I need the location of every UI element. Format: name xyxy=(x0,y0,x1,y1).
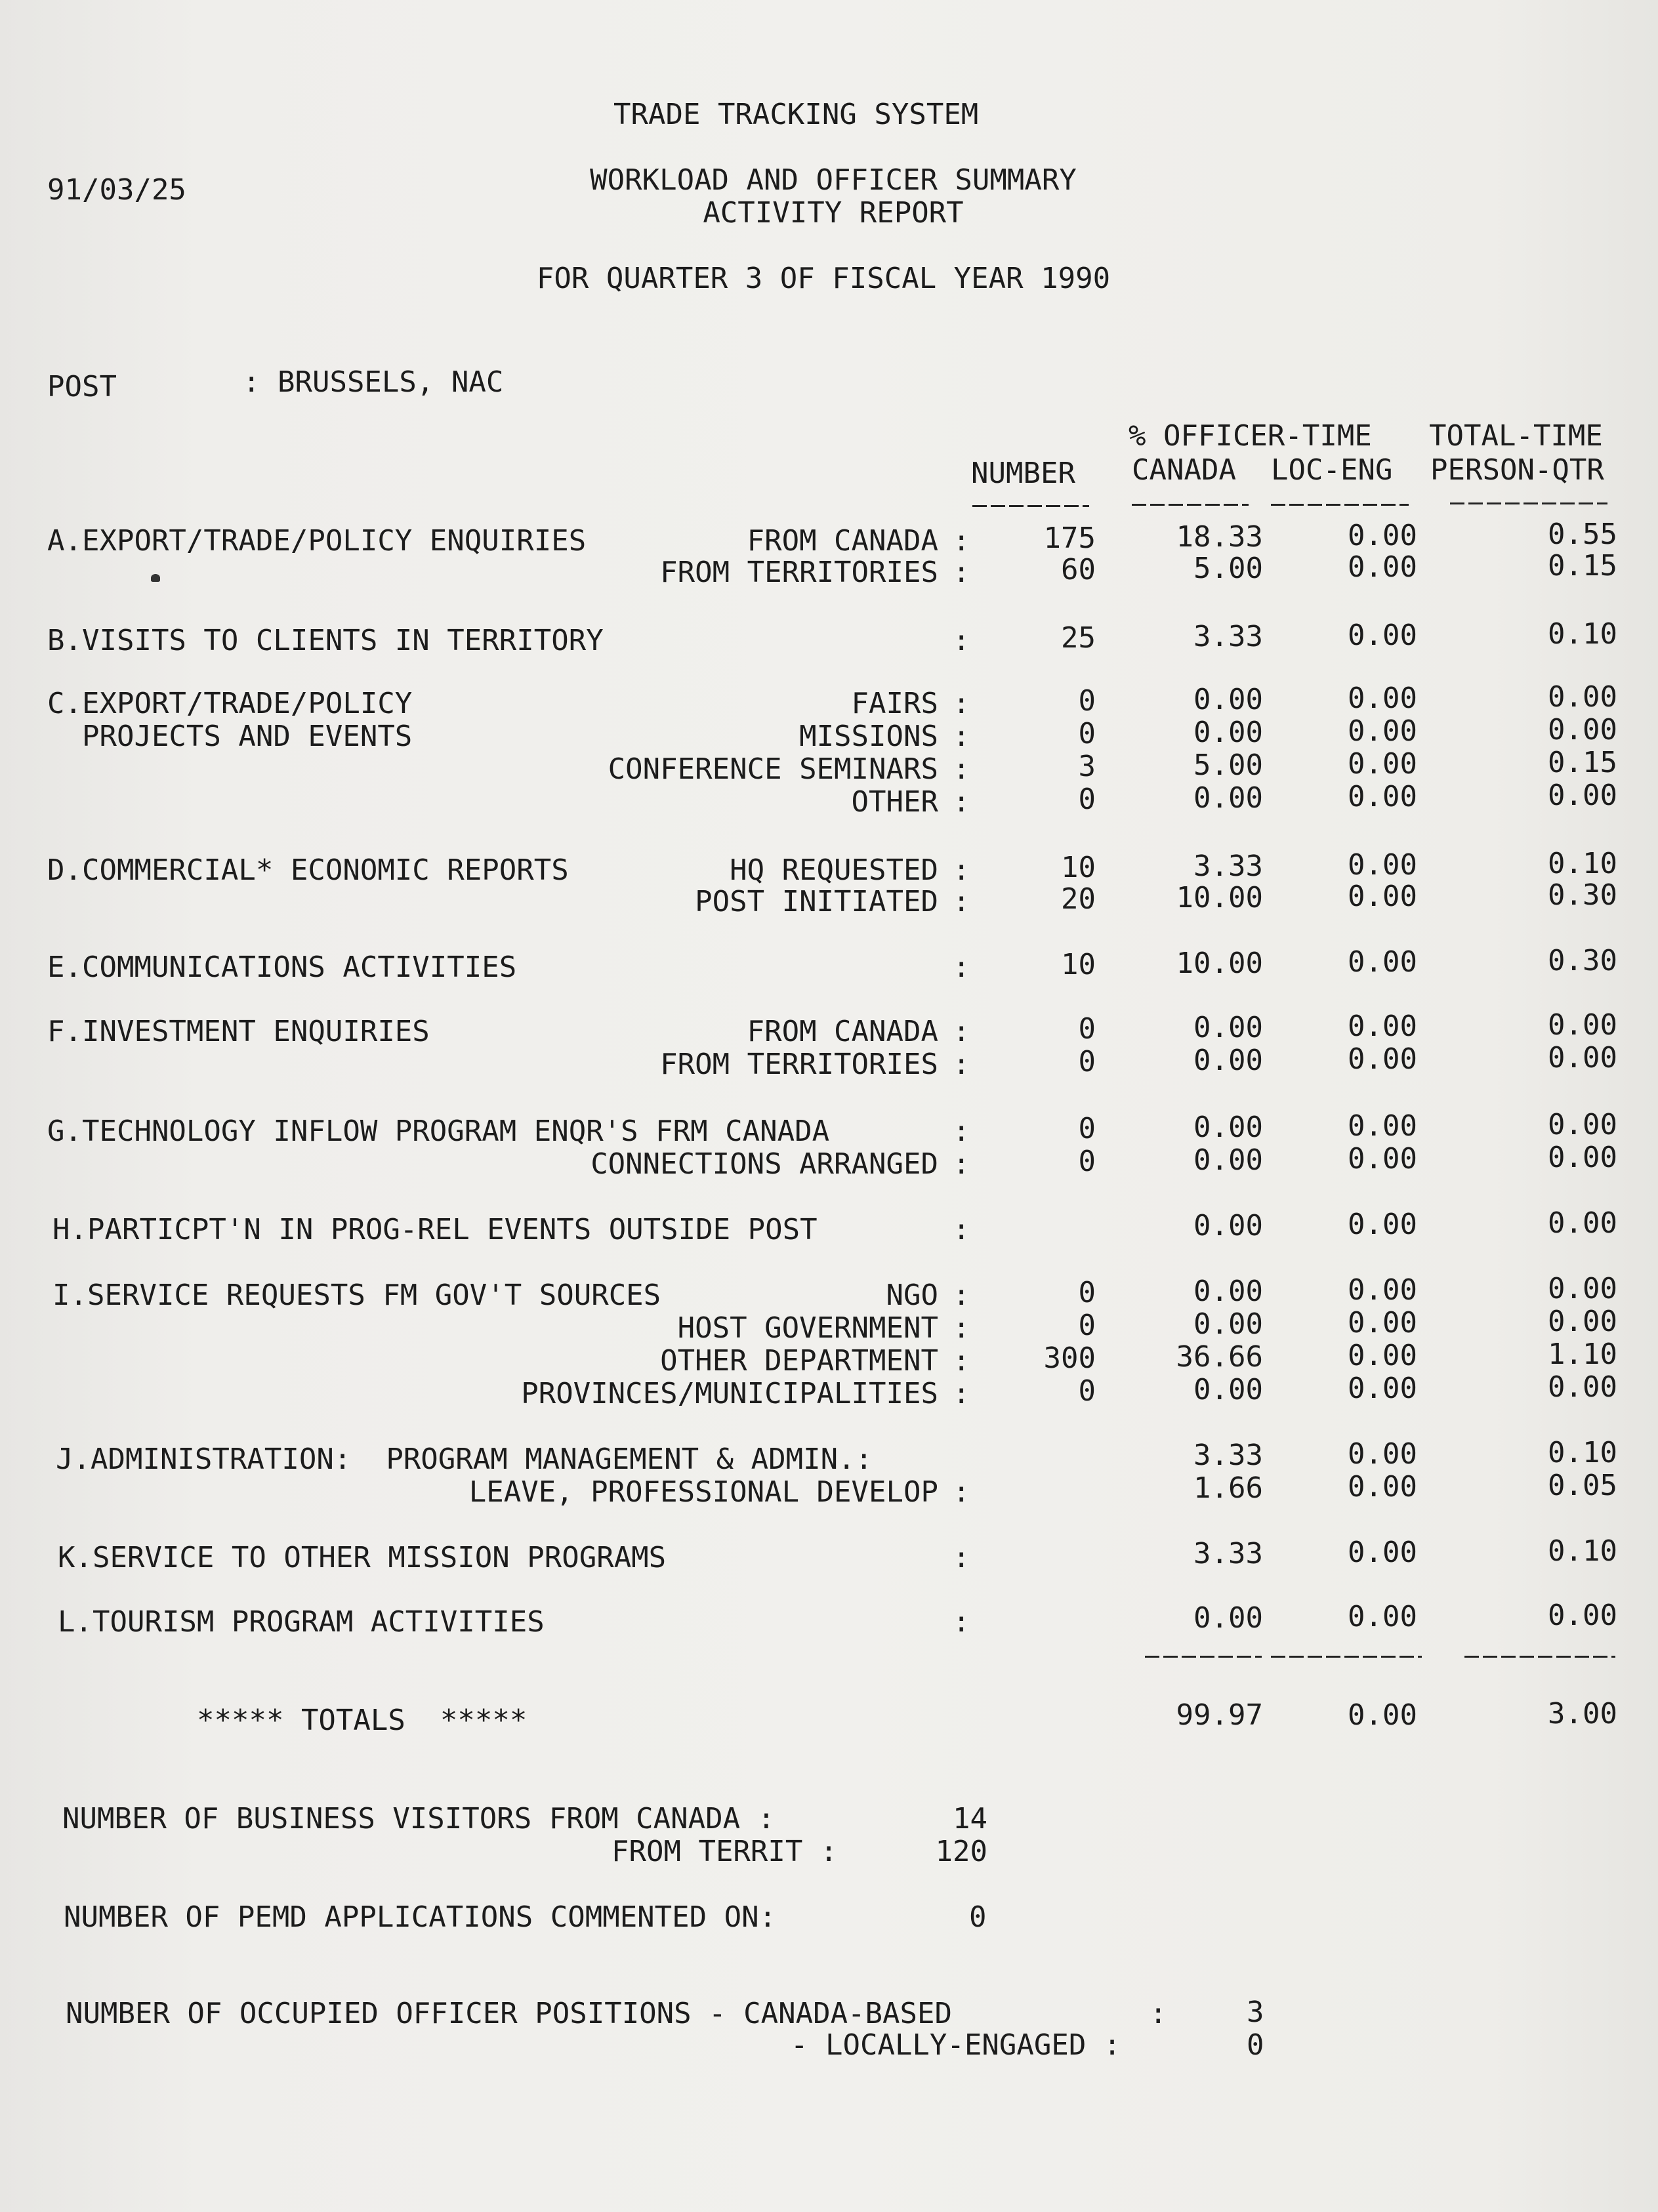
row-colon: : xyxy=(953,1344,970,1378)
row-number: 0 xyxy=(1078,1309,1096,1342)
row-colon: : xyxy=(953,524,970,558)
row-colon: : xyxy=(953,556,970,589)
row-person-qtr: 0.15 xyxy=(1548,746,1617,779)
row-loc-eng-pct: 0.00 xyxy=(1348,945,1417,979)
row-subcategory-label: NGO xyxy=(886,1279,938,1312)
report-period: FOR QUARTER 3 OF FISCAL YEAR 1990 xyxy=(536,262,1111,295)
row-canada-pct: 0.00 xyxy=(1193,1373,1263,1406)
row-colon: : xyxy=(953,624,970,657)
row-canada-pct: 0.00 xyxy=(1193,781,1263,815)
row-canada-pct: 10.00 xyxy=(1176,947,1263,980)
row-section-label: F.INVESTMENT ENQUIRIES xyxy=(47,1015,430,1048)
row-number: 0 xyxy=(1078,684,1096,718)
row-person-qtr: 0.00 xyxy=(1548,1305,1617,1338)
row-canada-pct: 0.00 xyxy=(1193,1143,1263,1177)
row-number: 60 xyxy=(1061,553,1096,586)
business-visitors-territ: 120 xyxy=(935,1835,987,1868)
col-header-loc-eng: LOC-ENG xyxy=(1271,453,1393,487)
row-colon: : xyxy=(953,1213,970,1246)
row-subcategory-label: MISSIONS xyxy=(799,720,938,753)
business-visitors-territ-label: FROM TERRIT : xyxy=(611,1835,838,1868)
col-header-canada: CANADA xyxy=(1132,453,1236,487)
row-section-label: G.TECHNOLOGY INFLOW PROGRAM ENQR'S FRM CANADA xyxy=(47,1115,830,1148)
row-canada-pct: 3.33 xyxy=(1193,620,1263,653)
row-canada-pct: 0.00 xyxy=(1193,1601,1263,1635)
row-subcategory-label: HOST GOVERNMENT xyxy=(677,1311,938,1345)
row-loc-eng-pct: 0.00 xyxy=(1348,1109,1417,1143)
row-colon: : xyxy=(953,720,970,753)
row-person-qtr: 1.10 xyxy=(1548,1338,1617,1371)
header-underline xyxy=(1132,504,1249,506)
row-canada-pct: 0.00 xyxy=(1193,683,1263,716)
row-section-label: H.PARTICPT'N IN PROG-REL EVENTS OUTSIDE POST xyxy=(52,1213,818,1246)
pemd-value: 0 xyxy=(969,1900,987,1934)
row-loc-eng-pct: 0.00 xyxy=(1348,747,1417,781)
row-person-qtr: 0.00 xyxy=(1548,1041,1617,1075)
row-number: 10 xyxy=(1061,948,1096,981)
row-canada-pct: 5.00 xyxy=(1193,748,1263,782)
row-subcategory-label: FROM TERRITORIES xyxy=(660,556,938,589)
row-person-qtr: 0.55 xyxy=(1548,518,1617,551)
row-section-label: E.COMMUNICATIONS ACTIVITIES xyxy=(47,951,517,984)
report-title-line-2: ACTIVITY REPORT xyxy=(703,196,964,230)
row-subcategory-label: LEAVE, PROFESSIONAL DEVELOP xyxy=(468,1475,938,1509)
post-label: POST xyxy=(47,370,117,403)
row-person-qtr: 0.00 xyxy=(1548,1370,1617,1404)
row-person-qtr: 0.00 xyxy=(1548,1272,1617,1305)
row-loc-eng-pct: 0.00 xyxy=(1348,880,1417,913)
row-colon: : xyxy=(953,1605,970,1639)
row-section-label: J.ADMINISTRATION: PROGRAM MANAGEMENT & ADMIN.: xyxy=(56,1443,873,1476)
row-section-label: C.EXPORT/TRADE/POLICY xyxy=(47,687,413,720)
row-person-qtr: 0.15 xyxy=(1548,549,1617,583)
row-canada-pct: 0.00 xyxy=(1193,1307,1263,1341)
row-person-qtr: 0.10 xyxy=(1548,1534,1617,1568)
row-colon: : xyxy=(953,1311,970,1345)
row-person-qtr: 0.10 xyxy=(1548,847,1617,880)
totals-label: ***** TOTALS ***** xyxy=(197,1704,528,1737)
row-colon: : xyxy=(953,785,970,819)
row-person-qtr: 0.30 xyxy=(1548,944,1617,977)
row-loc-eng-pct: 0.00 xyxy=(1348,1372,1417,1405)
row-subcategory-label: CONNECTIONS ARRANGED xyxy=(591,1147,938,1181)
col-header-pct-officer-time: % OFFICER-TIME xyxy=(1129,419,1372,453)
row-loc-eng-pct: 0.00 xyxy=(1348,1010,1417,1043)
row-person-qtr: 0.10 xyxy=(1548,617,1617,651)
totals-canada: 99.97 xyxy=(1176,1698,1263,1732)
row-colon: : xyxy=(953,1279,970,1312)
row-subcategory-label: PROVINCES/MUNICIPALITIES xyxy=(521,1377,938,1410)
row-number: 25 xyxy=(1061,621,1096,655)
row-loc-eng-pct: 0.00 xyxy=(1348,682,1417,715)
row-canada-pct: 0.00 xyxy=(1193,1111,1263,1144)
row-loc-eng-pct: 0.00 xyxy=(1348,1273,1417,1307)
row-person-qtr: 0.00 xyxy=(1548,1008,1617,1042)
row-section-label: K.SERVICE TO OTHER MISSION PROGRAMS xyxy=(58,1541,667,1574)
row-colon: : xyxy=(953,1048,970,1081)
row-section-label: L.TOURISM PROGRAM ACTIVITIES xyxy=(58,1605,545,1639)
row-canada-pct: 5.00 xyxy=(1193,552,1263,585)
row-colon: : xyxy=(953,951,970,984)
row-section-label: I.SERVICE REQUESTS FM GOV'T SOURCES xyxy=(52,1279,661,1312)
row-number: 3 xyxy=(1078,750,1096,783)
row-loc-eng-pct: 0.00 xyxy=(1348,1042,1417,1076)
row-subcategory-label: FROM CANADA xyxy=(747,524,938,558)
totals-underline xyxy=(1145,1656,1262,1658)
row-section-label: D.COMMERCIAL* ECONOMIC REPORTS xyxy=(47,853,569,887)
report-title-line-1: WORKLOAD AND OFFICER SUMMARY xyxy=(590,163,1077,197)
row-number: 0 xyxy=(1078,1112,1096,1145)
pemd-label: NUMBER OF PEMD APPLICATIONS COMMENTED ON: xyxy=(64,1900,777,1934)
row-number: 0 xyxy=(1078,717,1096,750)
row-person-qtr: 0.00 xyxy=(1548,713,1617,747)
row-number: 0 xyxy=(1078,1374,1096,1408)
row-number: 0 xyxy=(1078,1145,1096,1178)
business-visitors-canada: 14 xyxy=(953,1802,987,1835)
row-loc-eng-pct: 0.00 xyxy=(1348,1142,1417,1176)
row-colon: : xyxy=(953,885,970,918)
row-subcategory-label: FROM CANADA xyxy=(747,1015,938,1048)
row-number: 0 xyxy=(1078,1276,1096,1309)
row-person-qtr: 0.00 xyxy=(1548,1141,1617,1174)
system-title: TRADE TRACKING SYSTEM xyxy=(613,98,979,131)
row-loc-eng-pct: 0.00 xyxy=(1348,848,1417,882)
business-visitors-label: NUMBER OF BUSINESS VISITORS FROM CANADA : xyxy=(62,1802,776,1835)
row-canada-pct: 3.33 xyxy=(1193,1439,1263,1472)
row-loc-eng-pct: 0.00 xyxy=(1348,519,1417,552)
row-loc-eng-pct: 0.00 xyxy=(1348,1600,1417,1633)
row-subcategory-label: OTHER DEPARTMENT xyxy=(660,1344,938,1378)
row-person-qtr: 0.00 xyxy=(1548,1206,1617,1240)
row-colon: : xyxy=(953,752,970,786)
col-header-total-time: TOTAL-TIME xyxy=(1429,419,1603,453)
row-colon: : xyxy=(953,853,970,887)
row-number: 10 xyxy=(1061,851,1096,884)
row-number: 0 xyxy=(1078,1012,1096,1046)
row-colon: : xyxy=(953,1147,970,1181)
row-loc-eng-pct: 0.00 xyxy=(1348,619,1417,652)
row-loc-eng-pct: 0.00 xyxy=(1348,1536,1417,1569)
row-number: 175 xyxy=(1043,522,1096,555)
row-loc-eng-pct: 0.00 xyxy=(1348,714,1417,748)
row-loc-eng-pct: 0.00 xyxy=(1348,780,1417,813)
positions-local-value: 0 xyxy=(1247,2028,1264,2062)
row-canada-pct: 0.00 xyxy=(1193,1209,1263,1242)
row-canada-pct: 1.66 xyxy=(1193,1471,1263,1505)
positions-canada-value: 3 xyxy=(1247,1996,1264,2029)
row-subcategory-label: OTHER xyxy=(851,785,938,819)
row-colon: : xyxy=(953,687,970,720)
row-subcategory-label: FAIRS xyxy=(851,687,938,720)
row-section-label: A.EXPORT/TRADE/POLICY ENQUIRIES xyxy=(47,524,587,558)
row-canada-pct: 0.00 xyxy=(1193,716,1263,749)
row-canada-pct: 0.00 xyxy=(1193,1275,1263,1308)
row-person-qtr: 0.30 xyxy=(1548,878,1617,912)
row-subcategory-label: FROM TERRITORIES xyxy=(660,1048,938,1081)
row-subcategory-label: CONFERENCE SEMINARS xyxy=(608,752,938,786)
ink-mark xyxy=(151,574,160,582)
row-loc-eng-pct: 0.00 xyxy=(1348,1339,1417,1372)
row-loc-eng-pct: 0.00 xyxy=(1348,1208,1417,1241)
row-section-label: PROJECTS AND EVENTS xyxy=(47,720,413,753)
post-value: : BRUSSELS, NAC xyxy=(243,365,504,399)
row-canada-pct: 3.33 xyxy=(1193,1537,1263,1570)
col-header-number: NUMBER xyxy=(971,457,1075,490)
row-loc-eng-pct: 0.00 xyxy=(1348,1470,1417,1504)
row-canada-pct: 10.00 xyxy=(1176,881,1263,914)
row-colon: : xyxy=(953,1115,970,1148)
totals-underline xyxy=(1464,1656,1615,1658)
row-canada-pct: 36.66 xyxy=(1176,1340,1263,1374)
row-number: 0 xyxy=(1078,1045,1096,1078)
row-section-label: B.VISITS TO CLIENTS IN TERRITORY xyxy=(47,624,604,657)
report-date: 91/03/25 xyxy=(47,173,186,207)
row-person-qtr: 0.05 xyxy=(1548,1469,1617,1502)
totals-loc-eng: 0.00 xyxy=(1348,1698,1417,1732)
header-underline xyxy=(1271,504,1409,506)
row-number: 0 xyxy=(1078,783,1096,816)
positions-local-label: - LOCALLY-ENGAGED : xyxy=(791,2028,1121,2062)
row-person-qtr: 0.00 xyxy=(1548,1108,1617,1141)
positions-colon: : xyxy=(1150,1997,1167,2030)
row-subcategory-label: HQ REQUESTED xyxy=(730,853,938,887)
header-underline xyxy=(1450,502,1607,504)
row-colon: : xyxy=(953,1475,970,1509)
row-colon: : xyxy=(953,1015,970,1048)
positions-label: NUMBER OF OCCUPIED OFFICER POSITIONS - CANADA-BASED xyxy=(66,1997,953,2030)
row-canada-pct: 18.33 xyxy=(1176,520,1263,554)
row-colon: : xyxy=(953,1377,970,1410)
row-person-qtr: 0.00 xyxy=(1548,779,1617,812)
header-underline xyxy=(972,505,1089,507)
row-colon: : xyxy=(953,1541,970,1574)
row-person-qtr: 0.10 xyxy=(1548,1436,1617,1469)
col-header-person-qtr: PERSON-QTR xyxy=(1430,453,1604,487)
row-loc-eng-pct: 0.00 xyxy=(1348,1437,1417,1471)
row-number: 20 xyxy=(1061,882,1096,916)
row-loc-eng-pct: 0.00 xyxy=(1348,550,1417,584)
row-person-qtr: 0.00 xyxy=(1548,1599,1617,1632)
row-canada-pct: 3.33 xyxy=(1193,850,1263,883)
totals-underline xyxy=(1271,1656,1422,1658)
row-person-qtr: 0.00 xyxy=(1548,680,1617,714)
row-number: 300 xyxy=(1043,1342,1096,1375)
row-loc-eng-pct: 0.00 xyxy=(1348,1306,1417,1340)
row-canada-pct: 0.00 xyxy=(1193,1044,1263,1077)
totals-person-qtr: 3.00 xyxy=(1548,1697,1617,1731)
row-subcategory-label: POST INITIATED xyxy=(695,885,938,918)
row-canada-pct: 0.00 xyxy=(1193,1011,1263,1044)
